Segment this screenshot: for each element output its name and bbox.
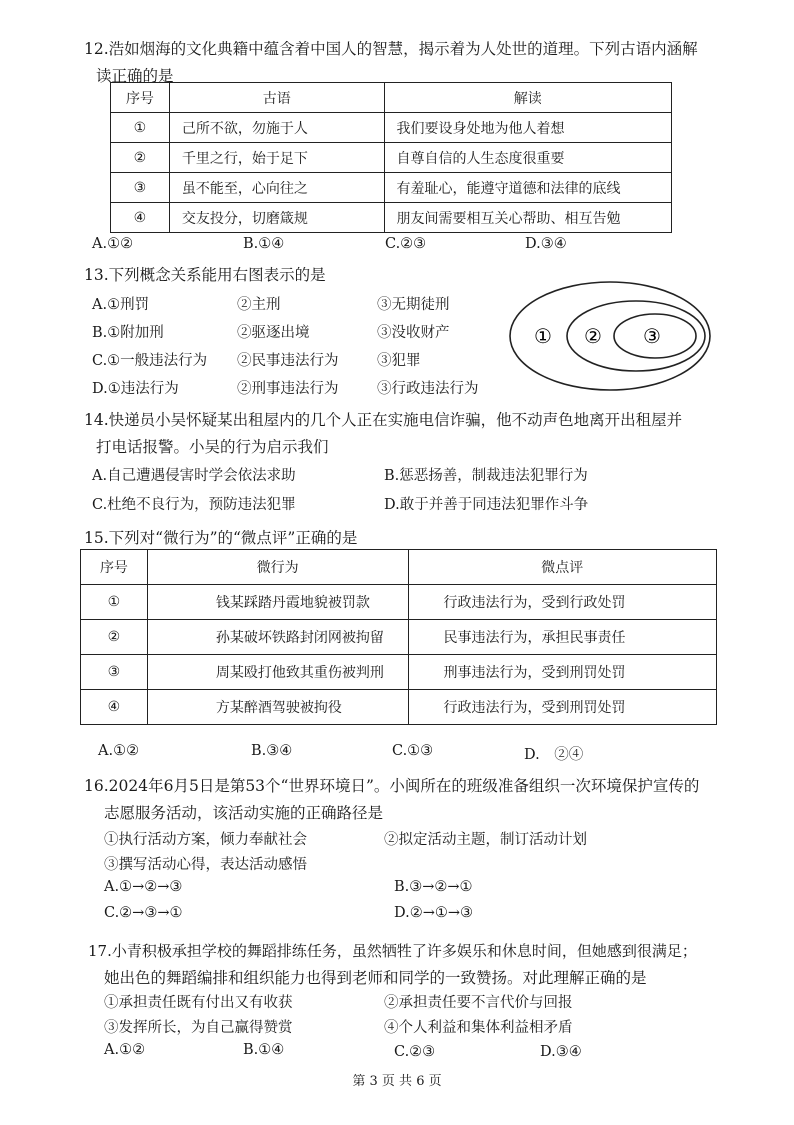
diagram-label-3: ③ bbox=[643, 324, 661, 348]
q17-item-2: ②承担责任要不言代价与回报 bbox=[384, 995, 573, 1011]
row-no: ② bbox=[111, 143, 170, 173]
row-no: ① bbox=[81, 585, 148, 620]
q16-option-d[interactable]: D.②→①→③ bbox=[394, 905, 474, 921]
q16-option-a[interactable]: A.①→②→③ bbox=[104, 879, 183, 895]
q17-option-b[interactable]: B.①④ bbox=[243, 1042, 285, 1058]
row-behavior: 孙某破坏铁路封闭网被拘留 bbox=[147, 620, 408, 655]
q13-option-a-2: ②主刑 bbox=[237, 297, 281, 313]
row-comment: 行政违法行为，受到行政处罚 bbox=[408, 585, 717, 620]
q15-table bbox=[80, 549, 717, 725]
q13-option-a-3: ③无期徒刑 bbox=[377, 297, 450, 313]
q14-option-c[interactable]: C.杜绝不良行为，预防违法犯罪 bbox=[92, 497, 296, 513]
header-comment: 微点评 bbox=[408, 550, 717, 585]
diagram-label-2: ② bbox=[584, 324, 602, 348]
q13-option-b-3: ③没收财产 bbox=[377, 325, 450, 341]
row-behavior: 周某殴打他致其重伤被判刑 bbox=[147, 655, 408, 690]
q15-option-b[interactable]: B.③④ bbox=[251, 743, 293, 759]
row-meaning: 自尊自信的人生态度很重要 bbox=[384, 143, 671, 173]
q16-stem-line1: 16.2024年6月5日是第53个“世界环境日”。小闽所在的班级准备组织一次环境保护宣传的 bbox=[84, 777, 700, 795]
q16-option-b[interactable]: B.③→②→① bbox=[394, 879, 473, 895]
q14-option-a[interactable]: A.自己遭遇侵害时学会依法求助 bbox=[92, 468, 296, 484]
q15-option-c[interactable]: C.①③ bbox=[392, 743, 434, 759]
table-row bbox=[111, 173, 672, 203]
q16-stem-line2: 志愿服务活动，该活动实施的正确路径是 bbox=[104, 804, 384, 822]
row-no: ④ bbox=[81, 690, 148, 725]
row-no: ③ bbox=[81, 655, 148, 690]
table-header-row bbox=[81, 550, 717, 585]
q15-option-d[interactable]: D. ②④ bbox=[524, 747, 584, 763]
row-saying: 己所不欲，勿施于人 bbox=[169, 113, 384, 143]
row-comment: 民事违法行为，承担民事责任 bbox=[408, 620, 717, 655]
header-behavior: 微行为 bbox=[147, 550, 408, 585]
row-no: ② bbox=[81, 620, 148, 655]
header-meaning: 解读 bbox=[384, 83, 671, 113]
table-row bbox=[111, 113, 672, 143]
q13-option-c-1[interactable]: C.①一般违法行为 bbox=[92, 353, 208, 369]
q13-option-d-1[interactable]: D.①违法行为 bbox=[92, 381, 179, 397]
row-saying: 千里之行，始于足下 bbox=[169, 143, 384, 173]
q14-option-d[interactable]: D.敢于并善于同违法犯罪作斗争 bbox=[384, 497, 589, 513]
q17-option-c[interactable]: C.②③ bbox=[394, 1044, 436, 1060]
q17-stem-line1: 17.小青积极承担学校的舞蹈排练任务，虽然牺牲了许多娱乐和休息时间，但她感到很满足； bbox=[88, 942, 697, 960]
q17-item-1: ①承担责任既有付出又有收获 bbox=[104, 995, 293, 1011]
table-header-row bbox=[111, 83, 672, 113]
q16-item-3: ③撰写活动心得，表达活动感悟 bbox=[104, 857, 307, 873]
table-row bbox=[81, 690, 717, 725]
row-saying: 虽不能至，心向往之 bbox=[169, 173, 384, 203]
q12-option-c[interactable]: C.②③ bbox=[385, 236, 427, 252]
q17-option-d[interactable]: D.③④ bbox=[540, 1044, 582, 1060]
q13-option-b-2: ②驱逐出境 bbox=[237, 325, 310, 341]
q13-option-c-3: ③犯罪 bbox=[377, 353, 421, 369]
row-comment: 行政违法行为，受到刑罚处罚 bbox=[408, 690, 717, 725]
q17-item-3: ③发挥所长，为自己赢得赞赏 bbox=[104, 1020, 293, 1036]
q12-option-b[interactable]: B.①④ bbox=[243, 236, 285, 252]
table-row bbox=[111, 203, 672, 233]
q16-option-c[interactable]: C.②→③→① bbox=[104, 905, 183, 921]
row-meaning: 有羞耻心，能遵守道德和法律的底线 bbox=[384, 173, 671, 203]
q12-option-a[interactable]: A.①② bbox=[92, 236, 134, 252]
page-footer: 第 3 页 共 6 页 bbox=[352, 1074, 442, 1089]
table-row bbox=[111, 143, 672, 173]
row-behavior: 钱某踩踏丹霞地貌被罚款 bbox=[147, 585, 408, 620]
q14-option-b[interactable]: B.惩恶扬善，制裁违法犯罪行为 bbox=[384, 468, 588, 484]
q12-table bbox=[110, 82, 672, 233]
q16-item-1: ①执行活动方案，倾力奉献社会 bbox=[104, 832, 307, 848]
table-row bbox=[81, 655, 717, 690]
q13-option-d-2: ②刑事违法行为 bbox=[237, 381, 339, 397]
row-behavior: 方某醉酒驾驶被拘役 bbox=[147, 690, 408, 725]
row-saying: 交友投分，切磨箴规 bbox=[169, 203, 384, 233]
row-no: ④ bbox=[111, 203, 170, 233]
q12-option-d[interactable]: D.③④ bbox=[525, 236, 567, 252]
q16-item-2: ②拟定活动主题，制订活动计划 bbox=[384, 832, 587, 848]
q15-stem: 15.下列对“微行为”的“微点评”正确的是 bbox=[84, 529, 358, 547]
q13-option-b-1[interactable]: B.①附加刑 bbox=[92, 325, 164, 341]
q13-stem: 13.下列概念关系能用右图表示的是 bbox=[84, 266, 326, 284]
q15-option-a[interactable]: A.①② bbox=[98, 743, 140, 759]
q17-option-a[interactable]: A.①② bbox=[104, 1042, 146, 1058]
header-no: 序号 bbox=[81, 550, 148, 585]
diagram-label-1: ① bbox=[534, 324, 552, 348]
q14-stem-line1: 14.快递员小吴怀疑某出租屋内的几个人正在实施电信诈骗，他不动声色地离开出租屋并 bbox=[84, 411, 683, 429]
row-no: ③ bbox=[111, 173, 170, 203]
row-meaning: 我们要设身处地为他人着想 bbox=[384, 113, 671, 143]
q13-option-c-2: ②民事违法行为 bbox=[237, 353, 339, 369]
header-no: 序号 bbox=[111, 83, 170, 113]
q12-stem-line1: 12.浩如烟海的文化典籍中蕴含着中国人的智慧，揭示着为人处世的道理。下列古语内涵解 bbox=[84, 40, 698, 58]
q13-option-a-1[interactable]: A.①刑罚 bbox=[92, 297, 150, 313]
table-row bbox=[81, 585, 717, 620]
q13-option-d-3: ③行政违法行为 bbox=[377, 381, 479, 397]
row-meaning: 朋友间需要相互关心帮助、相互告勉 bbox=[384, 203, 671, 233]
q14-stem-line2: 打电话报警。小吴的行为启示我们 bbox=[96, 438, 329, 456]
q17-item-4: ④个人利益和集体利益相矛盾 bbox=[384, 1020, 573, 1036]
header-saying: 古语 bbox=[169, 83, 384, 113]
nested-ellipse-diagram bbox=[505, 278, 715, 394]
row-no: ① bbox=[111, 113, 170, 143]
q17-stem-line2: 她出色的舞蹈编排和组织能力也得到老师和同学的一致赞扬。对此理解正确的是 bbox=[104, 969, 647, 987]
table-row bbox=[81, 620, 717, 655]
q12-stem-line2: 读正确的是 bbox=[96, 67, 174, 85]
row-comment: 刑事违法行为，受到刑罚处罚 bbox=[408, 655, 717, 690]
